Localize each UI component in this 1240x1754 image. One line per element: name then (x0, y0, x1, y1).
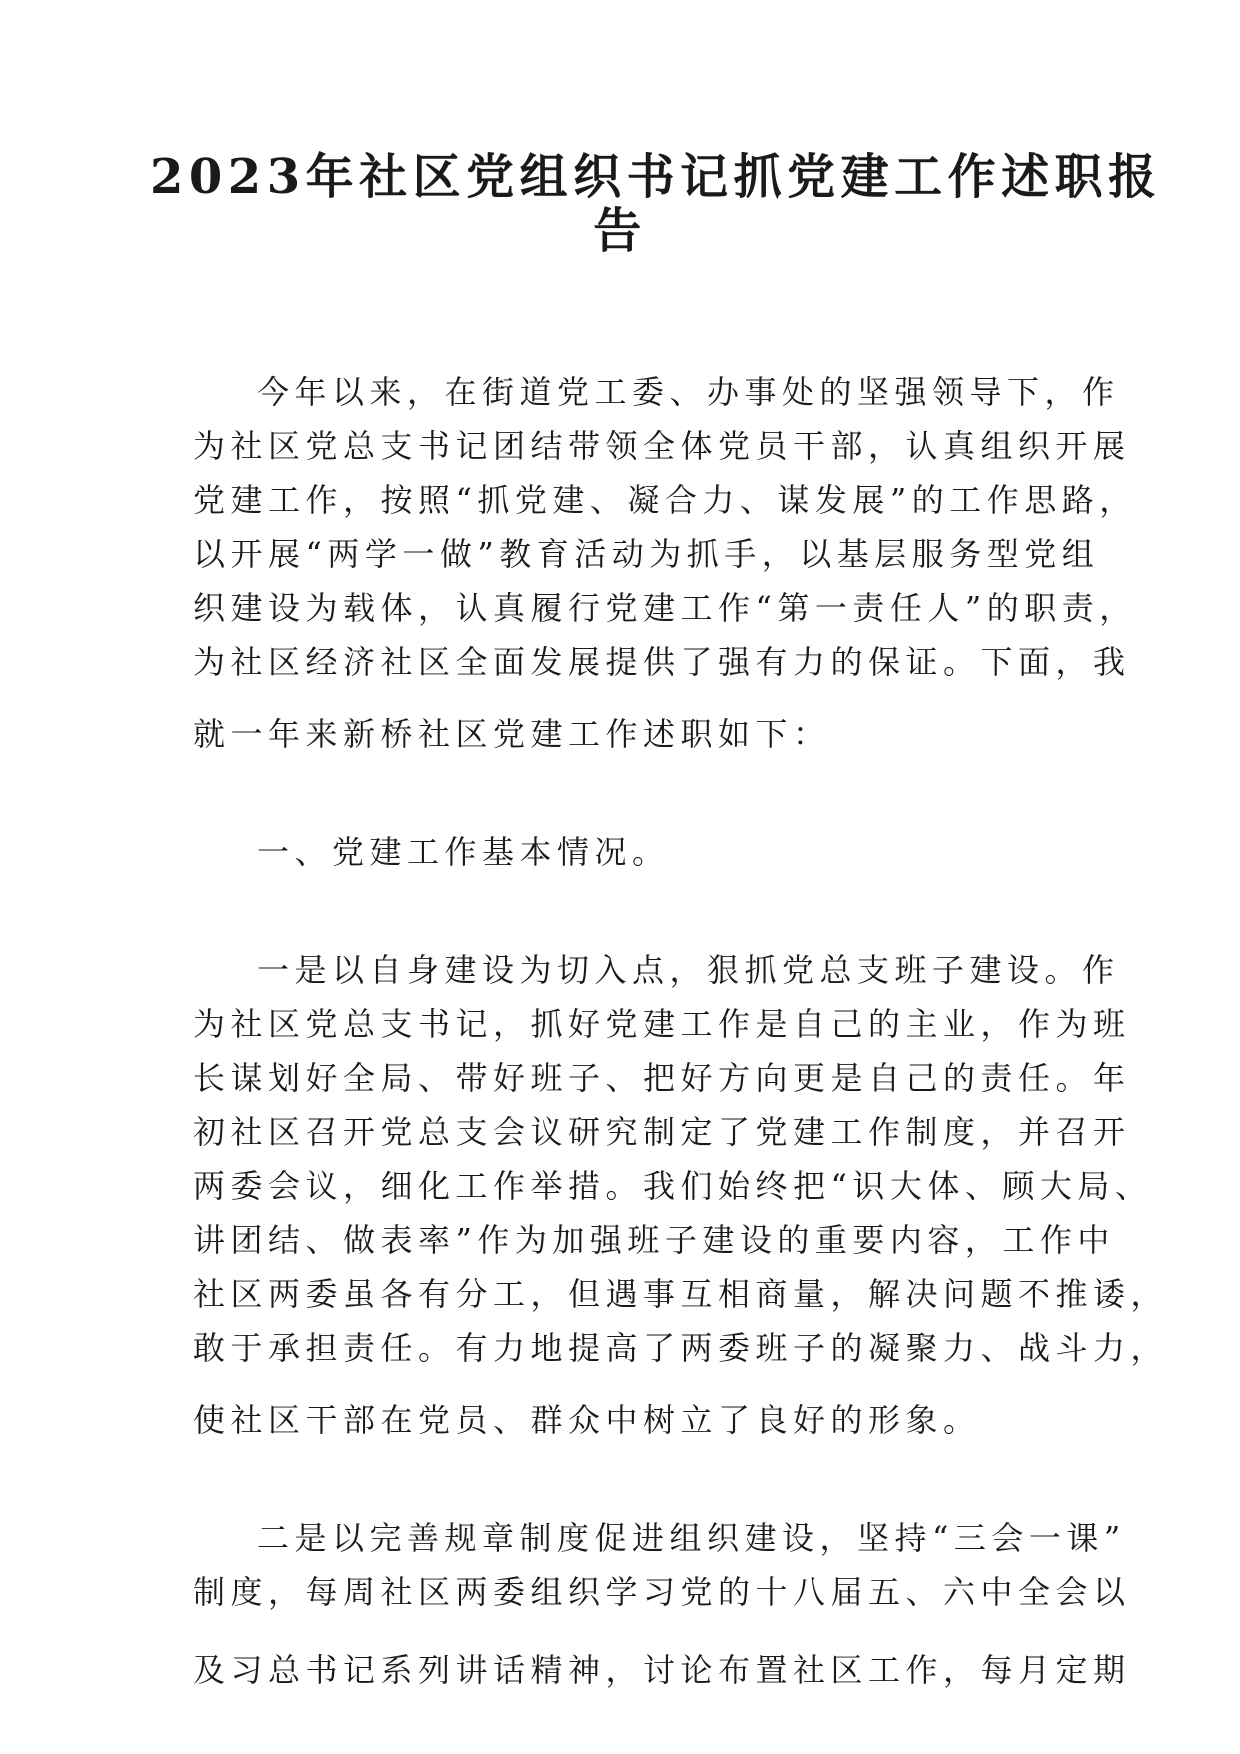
text-line: 长谋划好全局、带好班子、把好方向更是自己的责任。年 (193, 1059, 1131, 1097)
text-line: 讲团结、做表率”作为加强班子建设的重要内容，工作中 (193, 1221, 1115, 1259)
text-line: 及习总书记系列讲话精神，讨论布置社区工作，每月定期 (193, 1651, 1131, 1689)
section-heading (193, 825, 1073, 879)
paragraph-point-two (193, 1511, 1131, 1697)
text-line: 织建设为载体，认真履行党建工作“第一责任人”的职责， (193, 589, 1137, 627)
text-line: 二是以完善规章制度促进组织建设，坚持“三会一课” (257, 1519, 1126, 1557)
text-line: 以开展“两学一做”教育活动为抓手，以基层服务型党组 (193, 535, 1100, 573)
document-title (150, 149, 1162, 259)
title-line-2: 告 (593, 203, 647, 259)
paragraph-intro (193, 365, 1137, 761)
text-line: 就一年来新桥社区党建工作述职如下： (193, 715, 831, 753)
text-line: 初社区召开党总支会议研究制定了党建工作制度，并召开 (193, 1113, 1131, 1151)
text-line: 两委会议，细化工作举措。我们始终把“识大体、顾大局、 (193, 1167, 1153, 1205)
title-line-1: 2023年社区党组织书记抓党建工作述职报 (150, 149, 1162, 205)
paragraph-point-one (193, 943, 1169, 1447)
text-line: 为社区党总支书记，抓好党建工作是自己的主业，作为班 (193, 1005, 1131, 1043)
text-line: 使社区干部在党员、群众中树立了良好的形象。 (193, 1401, 981, 1439)
text-line: 一是以自身建设为切入点，狠抓党总支班子建设。作 (257, 951, 1120, 989)
text-line: 敢于承担责任。有力地提高了两委班子的凝聚力、战斗力， (193, 1329, 1169, 1367)
text-line: 为社区党总支书记团结带领全体党员干部，认真组织开展 (193, 427, 1131, 465)
text-line: 一、党建工作基本情况。 (257, 833, 670, 871)
text-line: 社区两委虽各有分工，但遇事互相商量，解决问题不推诿， (193, 1275, 1169, 1313)
text-line: 今年以来，在街道党工委、办事处的坚强领导下，作 (257, 373, 1120, 411)
text-line: 为社区经济社区全面发展提供了强有力的保证。下面，我 (193, 643, 1131, 681)
text-line: 党建工作，按照“抓党建、凝合力、谋发展”的工作思路， (193, 481, 1137, 519)
document-body (193, 365, 1169, 1697)
text-line: 制度，每周社区两委组织学习党的十八届五、六中全会以 (193, 1573, 1131, 1611)
